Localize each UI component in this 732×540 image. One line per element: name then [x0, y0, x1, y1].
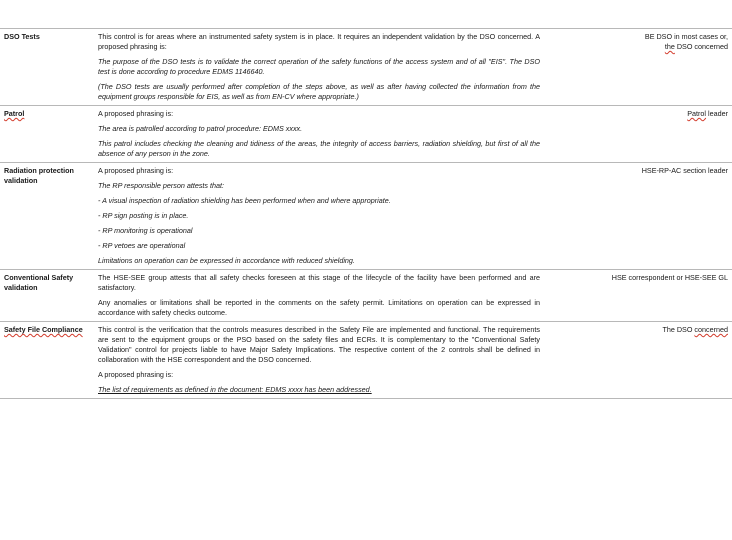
paragraph: The purpose of the DSO tests is to validate the correct operation of the safety functions of the access system and of all "EIS". The DSO test is done according to procedure EDMS 1146640. [98, 57, 540, 76]
control-name: Safety File Compliance [0, 322, 94, 399]
responsible-cell [544, 29, 732, 106]
paragraph: A proposed phrasing is: [98, 109, 174, 118]
responsible-cell: HSE correspondent or HSE-SEE GL [544, 270, 732, 322]
paragraph: (The DSO tests are usually performed after completion of the steps above, as well as after having collected the information from the equipment groups responsible for EIS, as well as from EN-CV where appropriate.) [98, 82, 540, 101]
paragraph: This control is for areas where an instrumented safety system is in place. It requires an independent validation by the DSO concerned. A proposed phrasing is: [98, 32, 540, 51]
paragraph: A proposed phrasing is: [98, 166, 174, 175]
control-description [94, 322, 544, 399]
control-description [94, 270, 544, 322]
spellcheck-word: the [664, 42, 675, 51]
paragraph: Limitations on operation can be expressed in accordance with reduced shielding. [98, 256, 355, 265]
paragraph: This control is the verification that the controls measures described in the Safety File are implemented and functional. The requirements are sent to the equipment groups or the PSO based on the safety files and ECRs. It is complementary to the "Conventional Safety Validation" control for projects liable to have Major Safety Implications. The respective content of the 2 controls shall be defined in collaboration with the HSE correspondent and the DSO concerned. [98, 325, 540, 364]
control-description [94, 106, 544, 163]
table-row [0, 106, 732, 163]
responsible-cell: The DSO concerned [544, 322, 732, 399]
safety-controls-table [0, 28, 732, 399]
paragraph: A proposed phrasing is: [98, 370, 174, 379]
responsible-cell: Patrol leader [544, 106, 732, 163]
table-row [0, 322, 732, 399]
paragraph: - A visual inspection of radiation shielding has been performed when and where appropriate. [98, 196, 391, 205]
responsible-line: the DSO concerned [664, 42, 728, 51]
spellcheck-word: concerned [694, 325, 728, 334]
responsible-line: BE DSO in most cases or, [644, 32, 728, 41]
control-name: Radiation protection validation [0, 163, 94, 270]
paragraph: Any anomalies or limitations shall be reported in the comments on the safety permit. Limitations on operation can be expressed in accordance with safety checks outcome. [98, 298, 540, 317]
paragraph: The RP responsible person attests that: [98, 181, 224, 190]
paragraph: - RP vetoes are operational [98, 241, 186, 250]
control-name: Patrol [0, 106, 94, 163]
control-description [94, 29, 544, 106]
table-row [0, 29, 732, 106]
paragraph: The area is patrolled according to patrol procedure: EDMS xxxx. [98, 124, 303, 133]
control-name: Conventional Safety validation [0, 270, 94, 322]
table-row [0, 270, 732, 322]
paragraph: The HSE-SEE group attests that all safety checks foreseen at this stage of the lifecycle of the facility have been performed and are satisfactory. [98, 273, 540, 292]
control-name: DSO Tests [0, 29, 94, 106]
paragraph: - RP sign posting is in place. [98, 211, 189, 220]
responsible-cell: HSE-RP-AC section leader [544, 163, 732, 270]
paragraph: The list of requirements as defined in the document: EDMS xxxx has been addressed. [98, 385, 372, 394]
paragraph: - RP monitoring is operational [98, 226, 193, 235]
table-row [0, 163, 732, 270]
paragraph: This patrol includes checking the cleaning and tidiness of the areas, the integrity of access barriers, radiation shielding, but first of all the absence of any person in the zone. [98, 139, 540, 158]
control-description [94, 163, 544, 270]
spellcheck-word: Patrol [687, 109, 707, 118]
